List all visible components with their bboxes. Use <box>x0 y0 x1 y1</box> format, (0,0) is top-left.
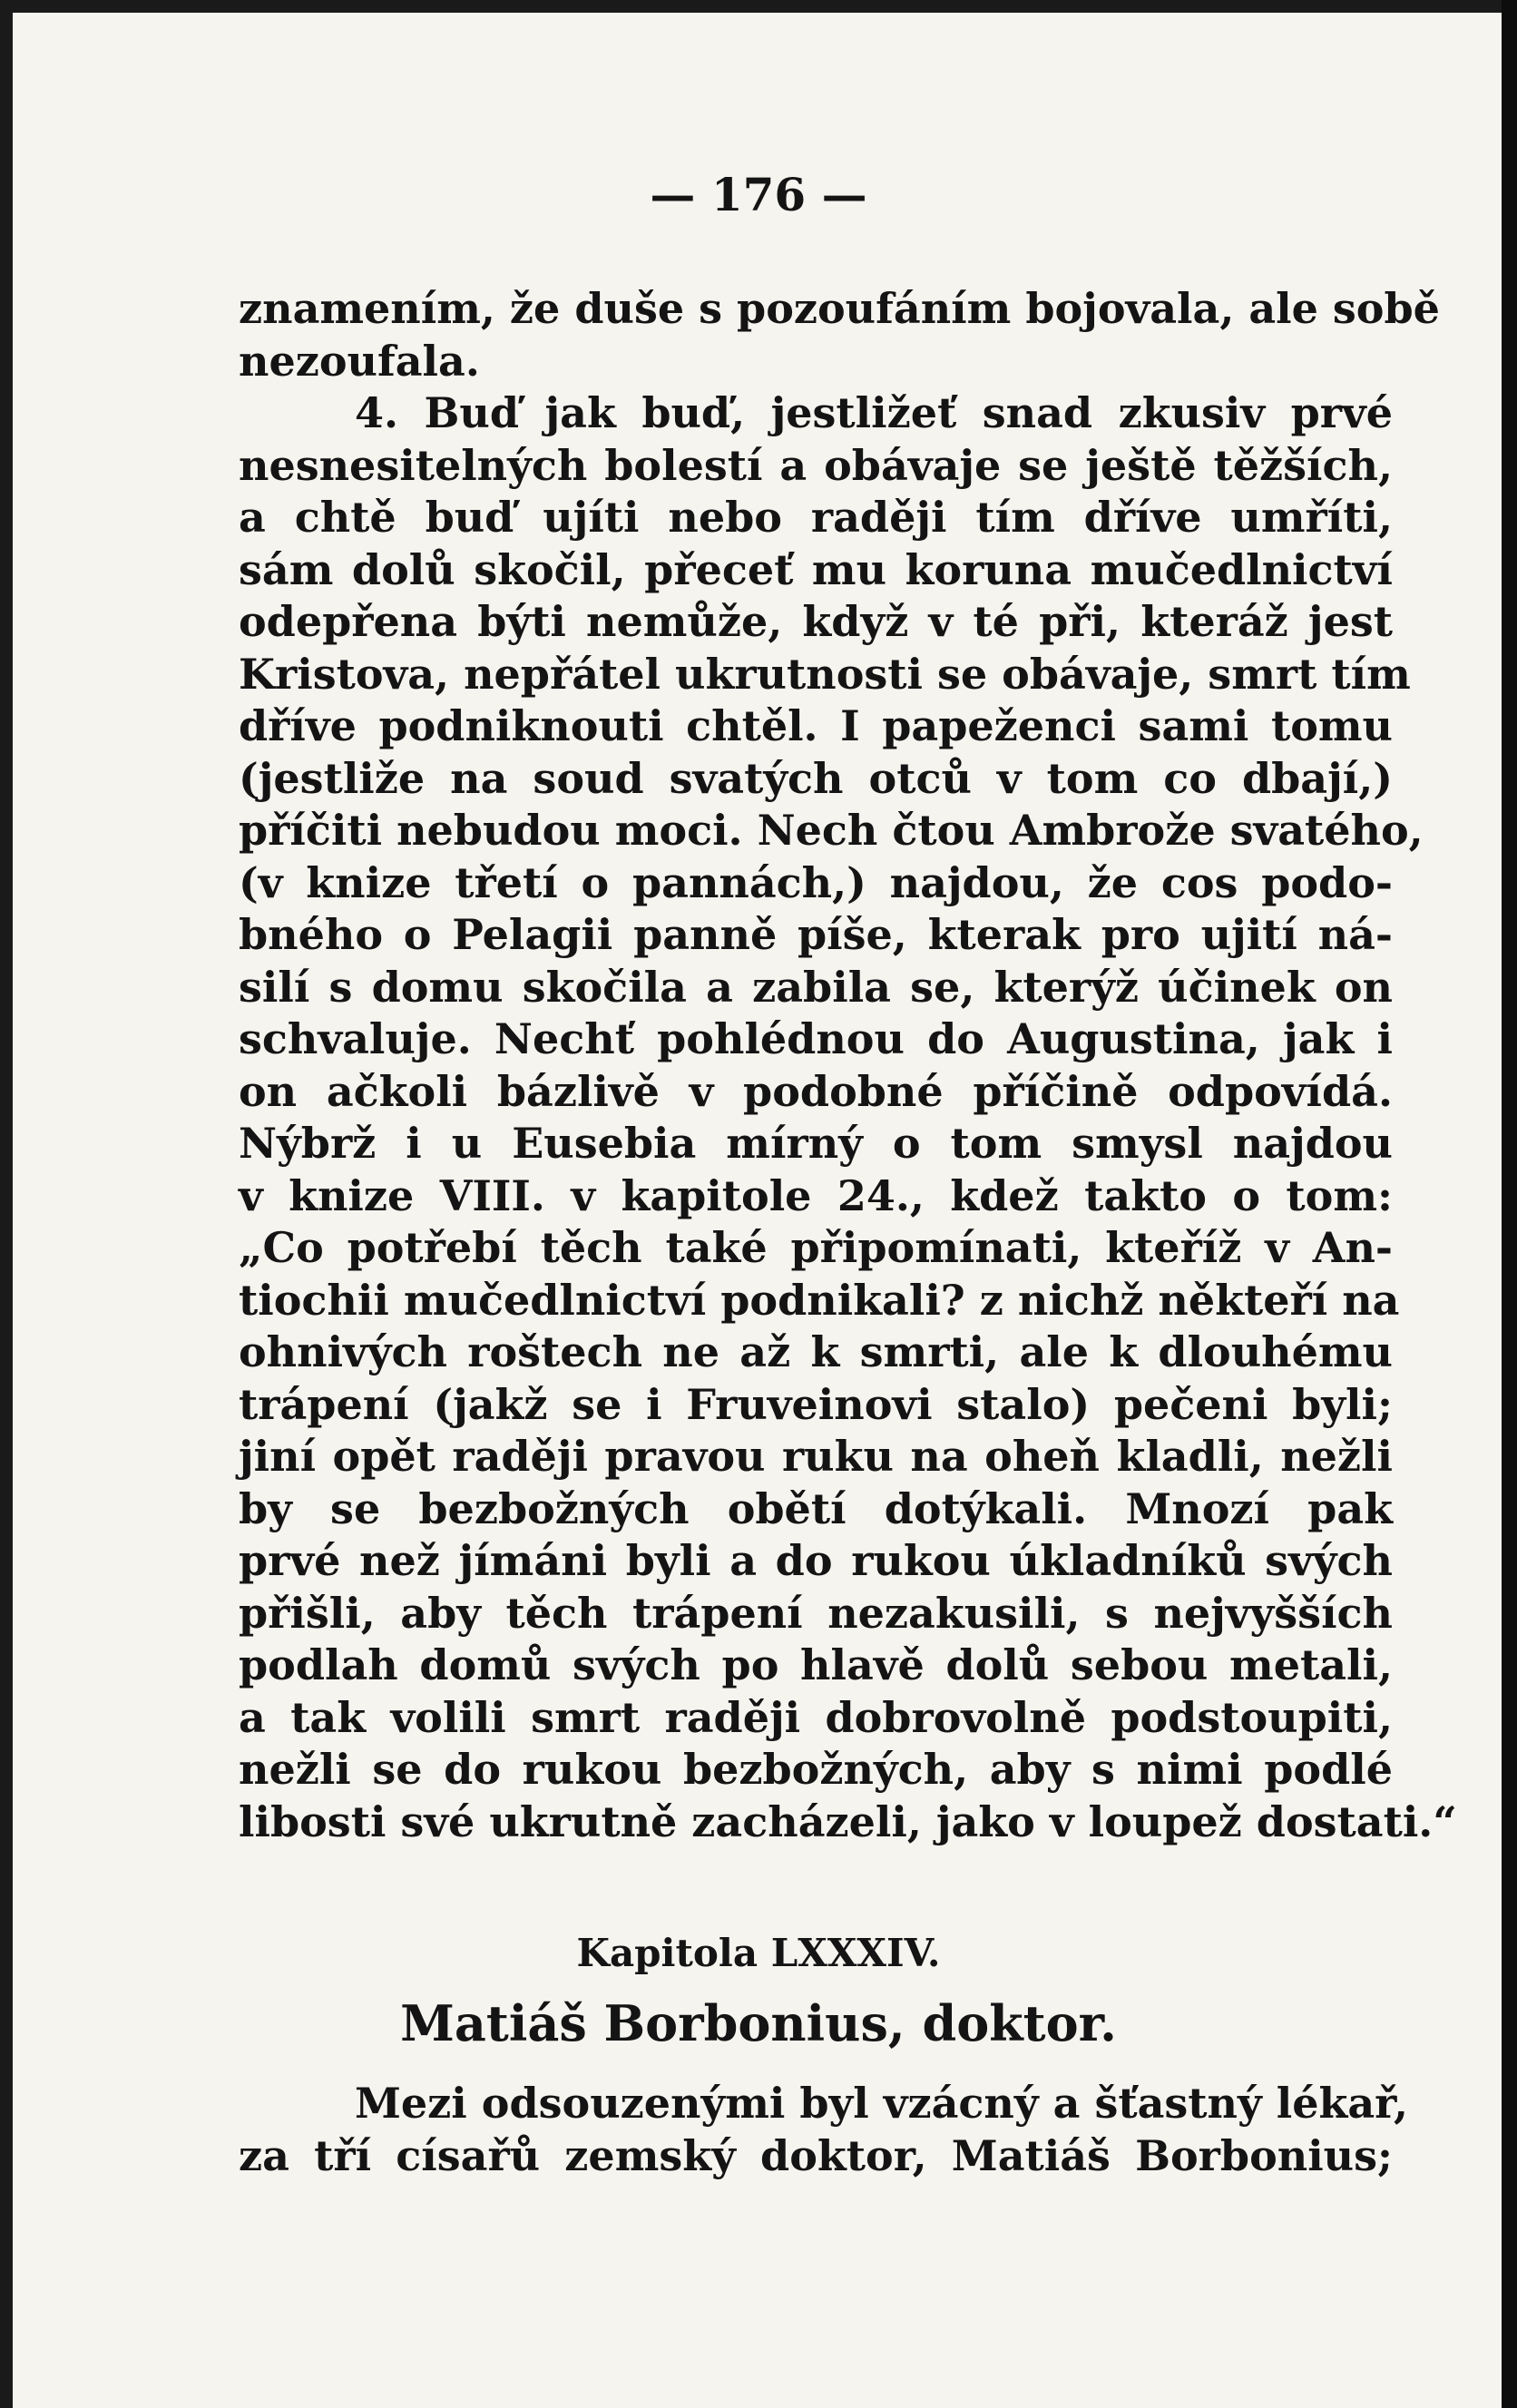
text-line: v knize VIII. v kapitole 24., kdež takto o tom: <box>239 1170 1393 1220</box>
text-line: jiní opět raději pravou ruku na oheň kladli, nežli <box>239 1432 1393 1481</box>
text-line: tiochii mučedlnictví podnikali? z nichž někteří na <box>239 1275 1400 1325</box>
text-line: silí s domu skočila a zabila se, kterýž účinek on <box>239 962 1393 1012</box>
text-line: ohnivých roštech ne až k smrti, ale k dlouhému <box>239 1327 1393 1376</box>
text-line: a tak volili smrt raději dobrovolně podstoupiti, <box>239 1692 1393 1742</box>
text-line: nezoufala. <box>239 336 480 386</box>
text-line: „Co potřebí těch také připomínati, kteříž v An- <box>239 1223 1393 1272</box>
text-line: bného o Pelagii panně píše, kterak pro ujití ná- <box>239 910 1393 959</box>
text-line: přišli, aby těch trápení nezakusili, s nejvyšších <box>239 1588 1393 1638</box>
text-line: Kristova, nepřátel ukrutnosti se obávaje, smrt tím <box>239 649 1411 699</box>
text-line: dříve podniknouti chtěl. I papeženci sami tomu <box>239 701 1393 750</box>
text-line: 4. Buď jak buď, jestližeť snad zkusiv prvé <box>355 388 1393 437</box>
text-line: trápení (jakž se i Fruveinovi stalo) pečeni byli; <box>239 1379 1393 1429</box>
text-line: (v knize třetí o pannách,) najdou, že cos podo- <box>239 857 1393 907</box>
chapter-number: Kapitola LXXXIV. <box>576 1931 941 1975</box>
text-line: schvaluje. Nechť pohlédnou do Augustina, jak i <box>239 1014 1393 1063</box>
chapter-title: Matiáš Borbonius, doktor. <box>400 1994 1117 2052</box>
text-line: podlah domů svých po hlavě dolů sebou metali, <box>239 1640 1393 1689</box>
text-line: nežli se do rukou bezbožných, aby s nimi podlé <box>239 1745 1393 1794</box>
text-line: Nýbrž i u Eusebia mírný o tom smysl najdou <box>239 1119 1393 1168</box>
text-line: a chtě buď ujíti nebo raději tím dříve umříti, <box>239 493 1393 542</box>
text-line: (jestliže na soud svatých otců v tom co dbají,) <box>239 753 1393 803</box>
paragraph-continuation <box>239 283 1440 387</box>
text-line: by se bezbožných obětí dotýkali. Mnozí pak <box>239 1483 1393 1533</box>
text-line: příčiti nebudou moci. Nech čtou Ambrože svatého, <box>239 806 1424 855</box>
text-line: sám dolů skočil, přeceť mu koruna mučedlnictví <box>239 544 1393 594</box>
text-line: za tří císařů zemský doktor, Matiáš Borbonius; <box>239 2130 1393 2180</box>
text-line: znamením, že duše s pozoufáním bojovala, ale sobě <box>239 284 1440 333</box>
text-line: nesnesitelných bolestí a obávaje se ještě těžších, <box>239 440 1393 490</box>
paragraph-chapter-start <box>239 2078 1409 2182</box>
text-line: on ačkoli bázlivě v podobné příčině odpovídá. <box>239 1066 1393 1116</box>
text-line: prvé než jímáni byli a do rukou úkladníků svých <box>239 1536 1393 1585</box>
text-line: Mezi odsouzenými byl vzácný a šťastný lékař, <box>355 2079 1409 2128</box>
page-number: — 176 — <box>650 168 867 221</box>
paragraph-4 <box>239 387 1457 1848</box>
text-line: odepřena býti nemůže, když v té při, kteráž jest <box>239 597 1393 646</box>
text-line: libosti své ukrutně zacházeli, jako v loupež dostati.“ <box>239 1796 1457 1846</box>
